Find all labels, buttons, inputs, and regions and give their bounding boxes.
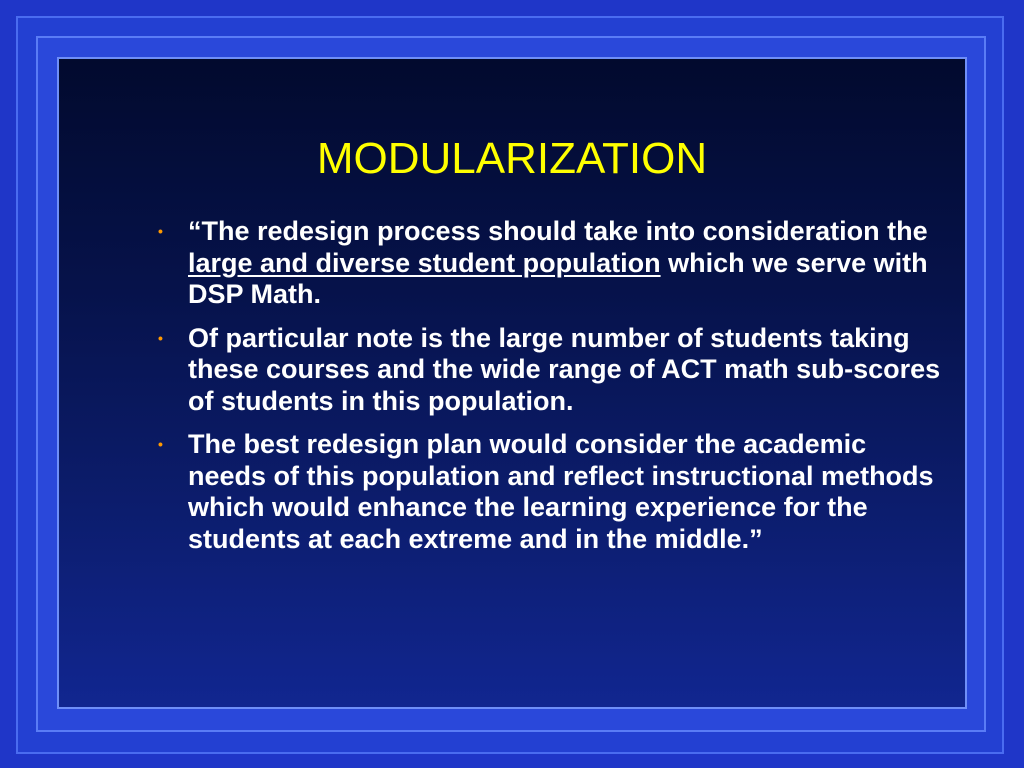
bullet-text-underlined: large and diverse student population (188, 247, 661, 278)
bullet-item (158, 429, 948, 555)
bullet-text-start: “The redesign process should take into consideration the (188, 216, 928, 246)
bullet-text: Of particular note is the large number of students taking these courses and the wide range of ACT math sub-scores of students in this population. (188, 322, 941, 416)
bullet-text: The best redesign plan would consider the academic needs of this population and reflect instructional methods which would enhance the learning experience for the students at each extreme and in the middle.” (188, 429, 934, 554)
bullet-text-end: which we serve with DSP Math. (188, 247, 928, 309)
bullet-item (158, 216, 948, 311)
bullet-item (158, 323, 948, 418)
bullet-icon: • (158, 329, 163, 346)
bullet-icon: • (158, 223, 163, 239)
bullet-list (158, 216, 948, 567)
bullet-icon: • (158, 436, 163, 452)
slide-title: MODULARIZATION (316, 134, 708, 183)
